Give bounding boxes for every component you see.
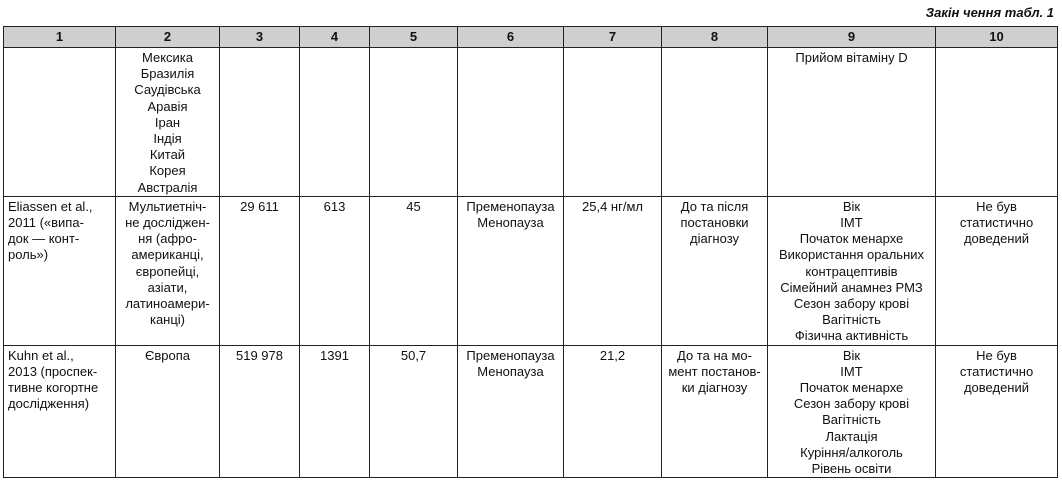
- cell-line: 519 978: [236, 347, 283, 363]
- table-cell-col7: [564, 48, 662, 197]
- cell-line: 25,4 нг/мл: [582, 198, 643, 214]
- cell-line: Не був: [976, 198, 1017, 214]
- cell-line: Вагітність: [822, 312, 881, 328]
- cell-line: статистично: [959, 215, 1034, 231]
- table-cell-col7: [564, 345, 662, 478]
- cell-line: Китай: [149, 147, 186, 163]
- cell-line: Сезон забору крові: [793, 296, 910, 312]
- cell-line: Мексика: [141, 50, 193, 65]
- table-cell-col1: [4, 196, 116, 345]
- cell-line: Eliassen et al.,: [8, 198, 93, 214]
- cell-line: Початок менархе: [799, 380, 904, 396]
- cell-line: доведений: [963, 380, 1030, 396]
- cell-line: Kuhn et al.,: [8, 347, 74, 363]
- cell-line: До та на мо-: [677, 347, 752, 363]
- cell-line: 21,2: [599, 347, 626, 363]
- cell-line: Індія: [153, 131, 182, 147]
- cell-line: роль»): [8, 247, 49, 263]
- cell-line: тивне когортне: [8, 380, 99, 396]
- cell-line: доведений: [963, 231, 1030, 247]
- header-cell: 1: [4, 27, 116, 48]
- cell-line: Куріння/алкоголь: [800, 444, 903, 460]
- cell-line: контрацептивів: [805, 263, 898, 279]
- cell-line: Прийом вітаміну D: [795, 50, 908, 65]
- cell-line: американці,: [131, 247, 204, 263]
- header-cell: 6: [458, 27, 564, 48]
- cell-line: 50,7: [400, 347, 427, 363]
- cell-line: 29 611: [240, 198, 279, 214]
- table-cell-col8: [662, 345, 768, 478]
- cell-line: Мультиетніч-: [128, 198, 207, 214]
- table-caption: Закін чення табл. 1: [925, 5, 1054, 20]
- table-cell-col8: [662, 196, 768, 345]
- table-row: [4, 196, 1058, 345]
- table-cell-col4: [300, 196, 370, 345]
- cell-line: дослідження): [8, 396, 90, 412]
- table-cell-col7: [564, 196, 662, 345]
- header-cell: 5: [370, 27, 458, 48]
- table-cell-col8: [662, 48, 768, 197]
- cell-line: ня (афро-: [138, 231, 197, 247]
- cell-line: ки діагнозу: [681, 380, 748, 396]
- cell-line: док — конт-: [8, 231, 80, 247]
- table-cell-col10: [936, 48, 1058, 197]
- header-cell: 7: [564, 27, 662, 48]
- header-cell: 8: [662, 27, 768, 48]
- header-row: [4, 27, 1058, 48]
- table-cell-col6: [458, 196, 564, 345]
- cell-line: Австралія: [137, 179, 198, 195]
- cell-line: Вагітність: [822, 412, 881, 428]
- cell-line: латиноамери-: [125, 296, 210, 312]
- cell-line: Вік: [842, 347, 861, 363]
- table-cell-col9: [768, 48, 936, 197]
- table-cell-col5: [370, 345, 458, 478]
- cell-line: європейці,: [135, 263, 200, 279]
- table-cell-col3: [220, 345, 300, 478]
- table-cell-col9: [768, 345, 936, 478]
- cell-line: азіати,: [147, 279, 188, 295]
- table-cell-col1: [4, 48, 116, 197]
- cell-line: Іран: [154, 114, 181, 130]
- cell-line: ІМТ: [840, 363, 863, 379]
- header-cell: 3: [220, 27, 300, 48]
- table-cell-col5: [370, 48, 458, 197]
- table-row: [4, 345, 1058, 478]
- cell-line: канці): [149, 312, 186, 328]
- cell-line: мент постанов-: [668, 363, 761, 379]
- cell-line: Вік: [842, 198, 861, 214]
- header-cell: 4: [300, 27, 370, 48]
- cell-line: До та після: [680, 198, 749, 214]
- cell-line: Початок менархе: [799, 231, 904, 247]
- cell-line: Саудівська: [134, 82, 201, 98]
- cell-line: 45: [406, 198, 421, 214]
- table-cell-col2: [116, 48, 220, 197]
- cell-line: Пременопауза: [466, 347, 555, 363]
- cell-line: 2011 («випа-: [8, 215, 84, 231]
- table-cell-col10: [936, 345, 1058, 478]
- table-cell-col6: [458, 48, 564, 197]
- cell-line: Не був: [976, 347, 1017, 363]
- cell-line: Пременопауза: [466, 198, 555, 214]
- cell-line: Європа: [145, 347, 190, 363]
- table-cell-col4: [300, 48, 370, 197]
- table-cell-col5: [370, 196, 458, 345]
- table-cell-col1: [4, 345, 116, 478]
- cell-line: Менопауза: [477, 363, 544, 379]
- header-cell: 10: [936, 27, 1058, 48]
- cell-line: Лактація: [825, 428, 878, 444]
- header-cell: 2: [116, 27, 220, 48]
- cell-line: Фізична активність: [794, 328, 909, 344]
- cell-line: постановки: [680, 215, 749, 231]
- data-table: [3, 26, 1058, 478]
- cell-line: 2013 (проспек-: [8, 363, 98, 379]
- cell-line: Корея: [149, 163, 186, 179]
- table-cell-col4: [300, 345, 370, 478]
- cell-line: Аравія: [147, 98, 188, 114]
- cell-line: діагнозу: [689, 231, 740, 247]
- table-cell-col3: [220, 48, 300, 197]
- table-cell-col9: [768, 196, 936, 345]
- cell-line: Сезон забору крові: [793, 396, 910, 412]
- cell-line: Використання оральних: [778, 247, 925, 263]
- header-cell: 9: [768, 27, 936, 48]
- table-row: [4, 48, 1058, 197]
- cell-line: не досліджен-: [125, 215, 210, 231]
- table-cell-col2: [116, 196, 220, 345]
- cell-line: Бразилія: [140, 66, 195, 82]
- table-cell-col10: [936, 196, 1058, 345]
- cell-line: 1391: [320, 347, 349, 363]
- table-cell-col6: [458, 345, 564, 478]
- cell-line: Менопауза: [477, 215, 544, 231]
- cell-line: статистично: [959, 363, 1034, 379]
- cell-line: Сімейний анамнез РМЗ: [780, 279, 923, 295]
- cell-line: Рівень освіти: [811, 461, 892, 477]
- cell-line: 613: [323, 198, 346, 214]
- table-cell-col3: [220, 196, 300, 345]
- table-cell-col2: [116, 345, 220, 478]
- cell-line: ІМТ: [840, 215, 863, 231]
